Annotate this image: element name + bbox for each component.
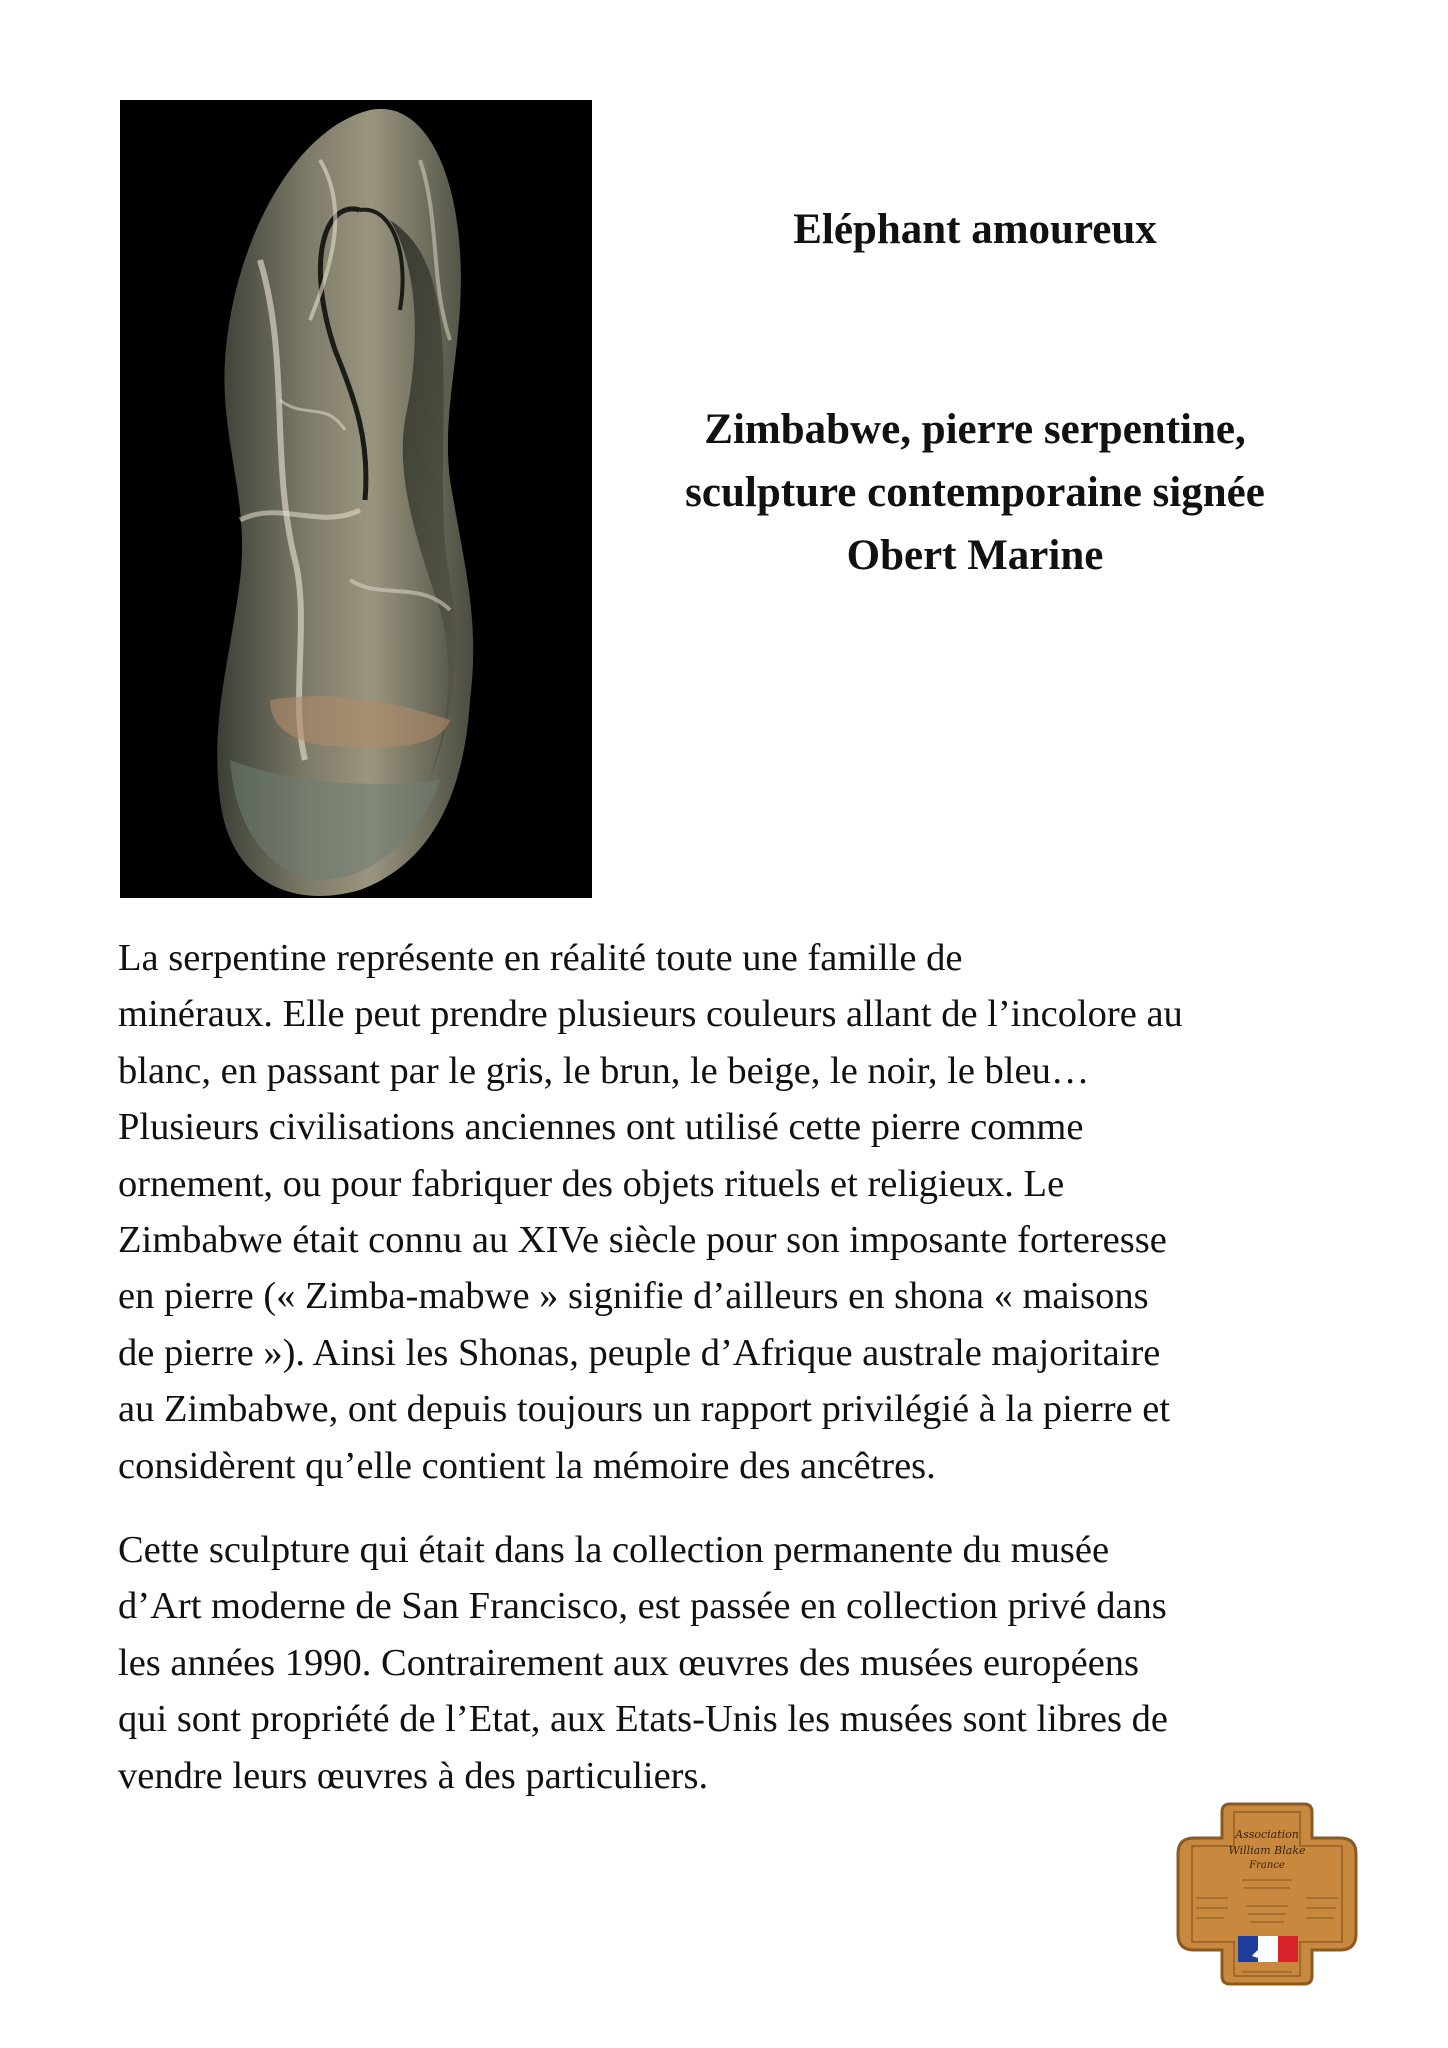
text-line: blanc, en passant par le gris, le brun, le beige, le noir, le bleu… — [118, 1049, 1090, 1092]
text-line: en pierre (« Zimba-mabwe » signifie d’ailleurs en shona « maisons — [118, 1275, 1149, 1318]
seal-line: William Blake — [1228, 1844, 1306, 1857]
sculpture-image — [120, 100, 592, 898]
text-line: Zimbabwe était connu au XIVe siècle pour son imposante forteresse — [118, 1219, 1167, 1262]
subtitle-line: Zimbabwe, pierre serpentine, — [704, 406, 1246, 453]
sculpture-photo — [120, 100, 592, 898]
subtitle-line: Obert Marine — [846, 532, 1104, 579]
seal-stamp-icon — [1172, 1798, 1362, 1990]
description-body — [118, 930, 1348, 1832]
french-flag-icon — [1238, 1936, 1298, 1962]
text-line: considèrent qu’elle contient la mémoire des ancêtres. — [118, 1444, 936, 1487]
text-line: au Zimbabwe, ont depuis toujours un rapport privilégié à la pierre et — [118, 1388, 1171, 1431]
description-paragraph-2 — [118, 1522, 1348, 1804]
text-line: Cette sculpture qui était dans la collection permanente du musée — [118, 1529, 1110, 1572]
text-line: vendre leurs œuvres à des particuliers. — [118, 1754, 709, 1797]
association-seal — [1172, 1798, 1362, 1990]
text-line: ornement, ou pour fabriquer des objets rituels et religieux. Le — [118, 1162, 1065, 1205]
artwork-title: Eléphant amoureux — [793, 206, 1157, 253]
text-line: La serpentine représente en réalité toute une famille de — [118, 937, 963, 979]
text-line: Plusieurs civilisations anciennes ont utilisé cette pierre comme — [118, 1106, 1084, 1149]
subtitle-line: sculpture contemporaine signée — [685, 469, 1265, 516]
text-line: qui sont propriété de l’Etat, aux Etats-Unis les musées sont libres de — [118, 1698, 1168, 1741]
text-line: de pierre »). Ainsi les Shonas, peuple d’Afrique australe majoritaire — [118, 1331, 1161, 1374]
text-line: les années 1990. Contrairement aux œuvres des musées européens — [118, 1641, 1140, 1684]
text-line: minéraux. Elle peut prendre plusieurs couleurs allant de l’incolore au — [118, 993, 1183, 1036]
seal-line: France — [1249, 1860, 1285, 1871]
description-paragraph-1 — [118, 930, 1348, 1494]
artwork-subtitle — [600, 398, 1350, 587]
seal-line: Association — [1235, 1828, 1299, 1841]
text-line: d’Art moderne de San Francisco, est passée en collection privé dans — [118, 1585, 1167, 1628]
